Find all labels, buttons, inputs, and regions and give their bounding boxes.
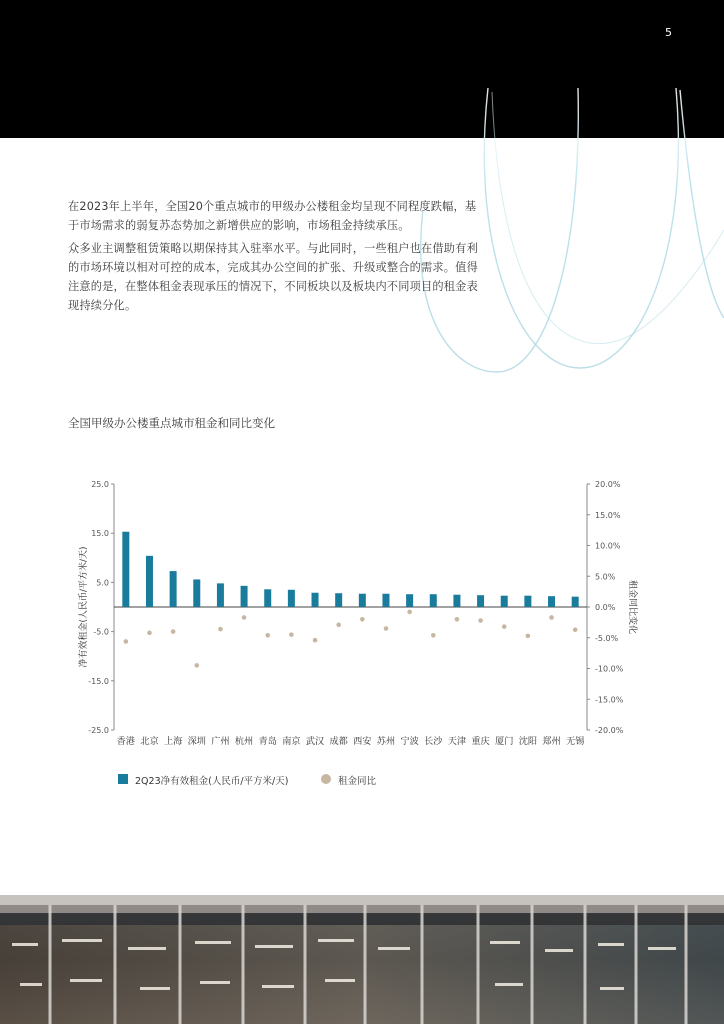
- bar-郑州: [548, 596, 555, 607]
- dot-长沙: [431, 633, 436, 638]
- bar-宁波: [406, 594, 413, 607]
- office-building-photo: [0, 895, 724, 1024]
- bar-厦门: [501, 596, 508, 607]
- bar-沈阳: [524, 596, 531, 607]
- right-axis-title: 租金同比变化: [627, 579, 637, 635]
- right-tick-label: -10.0%: [595, 664, 624, 674]
- bar-天津: [453, 595, 460, 607]
- dot-武汉: [313, 638, 318, 643]
- category-label: 南京: [282, 736, 301, 747]
- left-axis-title: 净有效租金(人民币/平方米/天): [79, 546, 89, 668]
- category-label: 长沙: [424, 736, 443, 747]
- bar-成都: [335, 593, 342, 607]
- bar-重庆: [477, 595, 484, 607]
- category-label: 厦门: [495, 736, 514, 747]
- legend-label-rent: 2Q23净有效租金(人民币/平方米/天): [135, 776, 289, 787]
- legend-bar-swatch: [118, 774, 128, 784]
- category-label: 无锡: [565, 736, 585, 747]
- category-label: 宁波: [400, 736, 419, 747]
- right-tick-label: -20.0%: [595, 726, 624, 735]
- category-label: 成都: [329, 736, 348, 747]
- arc-line: [492, 92, 724, 344]
- left-tick-label: 25.0: [91, 480, 109, 489]
- category-label: 沈阳: [518, 736, 538, 747]
- dot-郑州: [549, 615, 554, 620]
- right-tick-label: 20.0%: [595, 480, 621, 489]
- bar-青岛: [264, 589, 271, 607]
- dot-西安: [360, 617, 365, 622]
- category-label: 上海: [163, 736, 183, 747]
- right-tick-label: 5.0%: [595, 572, 616, 582]
- bar-长沙: [430, 594, 437, 607]
- bar-南京: [288, 590, 295, 607]
- bar-北京: [146, 556, 153, 607]
- bar-苏州: [382, 594, 389, 607]
- detail-paragraph: 众多业主调整租赁策略以期保持其入驻率水平。与此同时，一些租户也在借助有利的市场环境以相对可控的成本，完成其办公空间的扩张、升级或整合的需求。值得注意的是，在整体租金表现承压的情况下，不同板块以及板块内不同项目的租金表现持续分化。: [68, 242, 478, 312]
- dot-香港: [124, 639, 129, 644]
- category-label: 郑州: [542, 736, 561, 747]
- category-label: 广州: [211, 736, 230, 747]
- left-tick-label: 5.0: [96, 578, 109, 588]
- dot-北京: [147, 631, 152, 636]
- dot-南京: [289, 632, 294, 637]
- legend-dot-swatch: [321, 774, 331, 784]
- category-label: 香港: [116, 736, 136, 747]
- bar-上海: [170, 571, 177, 607]
- left-tick-label: -15.0: [88, 676, 109, 686]
- intro-paragraph: 在2023年上半年，全国20个重点城市的甲级办公楼租金均呈现不同程度跌幅，基于市场需求的弱复苏态势加之新增供应的影响，市场租金持续承压。: [68, 200, 477, 232]
- page-number: 5: [665, 26, 672, 39]
- dot-苏州: [384, 626, 389, 631]
- category-label: 深圳: [187, 736, 206, 747]
- dot-天津: [455, 617, 460, 622]
- dot-青岛: [265, 633, 270, 638]
- bar-广州: [217, 583, 224, 607]
- legend-label-yoy: 租金同比: [338, 776, 377, 787]
- right-tick-label: 15.0%: [595, 510, 621, 520]
- dot-厦门: [502, 624, 507, 629]
- dot-宁波: [407, 610, 412, 615]
- bar-杭州: [241, 586, 248, 607]
- category-label: 重庆: [471, 736, 490, 747]
- right-tick-label: 10.0%: [595, 541, 621, 551]
- right-tick-label: -15.0%: [595, 695, 624, 705]
- dot-成都: [336, 623, 341, 628]
- dot-广州: [218, 627, 223, 632]
- bar-武汉: [312, 593, 319, 607]
- category-label: 天津: [447, 736, 467, 747]
- dot-无锡: [573, 627, 578, 632]
- bar-深圳: [193, 579, 200, 607]
- dot-杭州: [242, 615, 247, 620]
- left-tick-label: -5.0: [93, 627, 109, 637]
- chart-title: 全国甲级办公楼重点城市租金和同比变化: [68, 416, 275, 430]
- category-label: 苏州: [376, 736, 396, 747]
- right-tick-label: 0.0%: [595, 603, 616, 612]
- rent-chart: [0, 470, 724, 770]
- bar-西安: [359, 594, 366, 607]
- category-label: 武汉: [305, 736, 325, 747]
- bar-香港: [122, 532, 129, 607]
- left-tick-label: 15.0: [91, 529, 109, 539]
- dot-深圳: [194, 663, 199, 668]
- left-tick-label: -25.0: [88, 726, 109, 735]
- dot-上海: [171, 629, 176, 634]
- arc-line: [484, 88, 678, 368]
- category-label: 杭州: [234, 736, 254, 747]
- right-tick-label: -5.0%: [595, 633, 619, 643]
- category-label: 北京: [140, 736, 159, 747]
- category-label: 青岛: [258, 736, 277, 747]
- bar-无锡: [572, 597, 579, 607]
- dot-重庆: [478, 618, 483, 623]
- dot-沈阳: [526, 634, 531, 639]
- category-label: 西安: [353, 736, 372, 747]
